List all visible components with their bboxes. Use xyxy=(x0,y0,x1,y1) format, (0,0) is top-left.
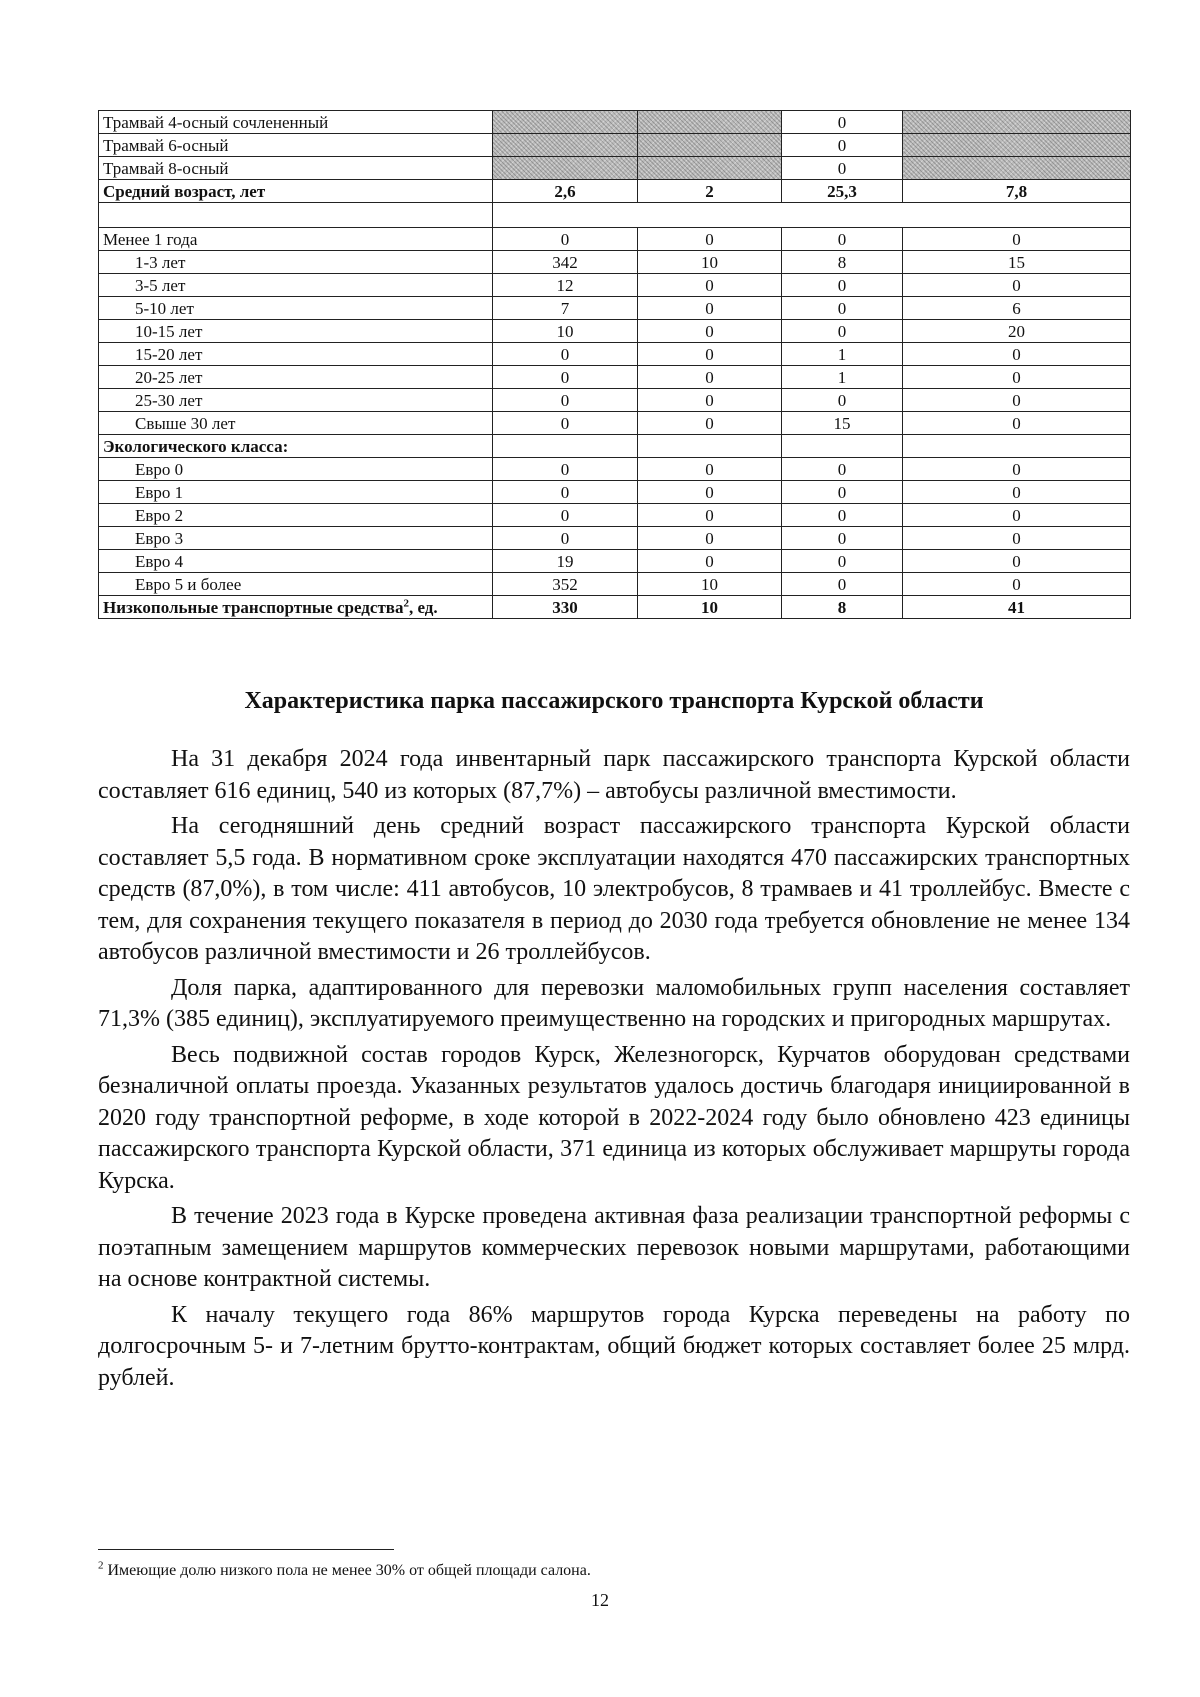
table-cell: 6 xyxy=(903,297,1131,320)
table-row xyxy=(99,366,1131,389)
table-cell: 0 xyxy=(638,274,782,297)
table-row xyxy=(99,203,1131,228)
table-cell: 0 xyxy=(638,320,782,343)
table-cell xyxy=(903,435,1131,458)
body-text xyxy=(98,744,1130,1398)
table-cell: 0 xyxy=(782,297,903,320)
table-cell xyxy=(493,435,638,458)
table-cell: 0 xyxy=(493,504,638,527)
table-cell: 0 xyxy=(493,481,638,504)
table-cell: 0 xyxy=(638,297,782,320)
row-label: Евро 0 xyxy=(99,458,493,481)
table-cell: 0 xyxy=(903,527,1131,550)
table-cell: 0 xyxy=(903,412,1131,435)
paragraph: К началу текущего года 86% маршрутов города Курска переведены на работу по долгосрочным 5- и 7-летним брутто-контрактам, общий бюджет которых составляет более 25 млрд. рублей. xyxy=(98,1301,1130,1391)
table-row xyxy=(99,180,1131,203)
table-cell: 7 xyxy=(493,297,638,320)
paragraph: Доля парка, адаптированного для перевозки маломобильных групп населения составляет 71,3% (385 единиц), эксплуатируемого преимущественно на городских и пригородных маршрутах. xyxy=(98,974,1130,1032)
table-cell: 0 xyxy=(782,504,903,527)
row-label: Трамвай 6-осный xyxy=(99,134,493,157)
paragraph: Весь подвижной состав городов Курск, Железногорск, Курчатов оборудован средствами безналичной оплаты проезда. Указанных результатов удалось достичь благодаря инициированной в 2020 году транспортной реформе, в ходе которой в 2022-2024 году было обновлено 423 единицы пассажирского транспорта Курской области, 371 единица из которых обслуживает маршруты города Курска. xyxy=(98,1041,1130,1194)
table-cell: 0 xyxy=(638,343,782,366)
row-label: 20-25 лет xyxy=(99,366,493,389)
table-row xyxy=(99,596,1131,619)
table-cell: 0 xyxy=(638,228,782,251)
table-cell: 0 xyxy=(782,111,903,134)
spacer-cell xyxy=(493,203,1131,228)
table-row xyxy=(99,320,1131,343)
row-label: 25-30 лет xyxy=(99,389,493,412)
table-cell: 0 xyxy=(493,389,638,412)
table-cell xyxy=(638,134,782,157)
table-cell: 10 xyxy=(638,596,782,619)
paragraph: На сегодняшний день средний возраст пассажирского транспорта Курской области составляет 5,5 года. В нормативном сроке эксплуатации находятся 470 пассажирских транспортных средств (87,0%), в том числе: 411 автобусов, 10 электробусов, 8 трамваев и 41 троллейбус. Вместе с тем, для сохранения текущего показателя в период до 2030 года требуется обновление не менее 134 автобусов различной вместимости и 26 троллейбусов. xyxy=(98,813,1130,965)
table-row xyxy=(99,389,1131,412)
table-cell: 15 xyxy=(903,251,1131,274)
table-cell: 0 xyxy=(493,343,638,366)
row-label: Евро 5 и более xyxy=(99,573,493,596)
table-cell: 0 xyxy=(903,228,1131,251)
table-row xyxy=(99,111,1131,134)
table-cell: 0 xyxy=(782,458,903,481)
table-row xyxy=(99,134,1131,157)
table-cell xyxy=(903,157,1131,180)
footnote-mark: 2 xyxy=(98,1559,104,1572)
table-cell: 0 xyxy=(782,550,903,573)
table-cell xyxy=(903,111,1131,134)
row-label: 5-10 лет xyxy=(99,297,493,320)
table-cell: 0 xyxy=(493,228,638,251)
table-cell xyxy=(782,435,903,458)
table-row xyxy=(99,251,1131,274)
table-cell: 0 xyxy=(903,458,1131,481)
table-cell: 0 xyxy=(782,228,903,251)
table-row xyxy=(99,435,1131,458)
paragraph: В течение 2023 года в Курске проведена активная фаза реализации транспортной реформы с поэтапным замещением маршрутов коммерческих перевозок новыми маршрутами, работающими на основе контрактной системы. xyxy=(98,1203,1130,1292)
table-row xyxy=(99,504,1131,527)
table-cell xyxy=(638,111,782,134)
table-cell: 0 xyxy=(638,504,782,527)
row-label: Трамвай 4-осный сочлененный xyxy=(99,111,493,134)
table-cell: 330 xyxy=(493,596,638,619)
table-cell: 0 xyxy=(903,504,1131,527)
row-label: Евро 4 xyxy=(99,550,493,573)
row-label: 3-5 лет xyxy=(99,274,493,297)
table-cell: 0 xyxy=(638,550,782,573)
table-cell: 7,8 xyxy=(903,180,1131,203)
table-cell: 0 xyxy=(782,481,903,504)
table-cell: 0 xyxy=(903,550,1131,573)
table-cell: 0 xyxy=(782,389,903,412)
footnote-text: Имеющие долю низкого пола не менее 30% от общей площади салона. xyxy=(103,1562,591,1579)
table-cell: 0 xyxy=(903,343,1131,366)
table-cell: 352 xyxy=(493,573,638,596)
paragraph: На 31 декабря 2024 года инвентарный парк пассажирского транспорта Курской области составляет 616 единиц, 540 из которых (87,7%) – автобусы различной вместимости. xyxy=(98,746,1130,804)
table-row xyxy=(99,527,1131,550)
row-label: Трамвай 8-осный xyxy=(99,157,493,180)
table-cell: 20 xyxy=(903,320,1131,343)
row-label: Низкопольные транспортные средства$^2$, ед. xyxy=(99,596,493,619)
row-label: Экологического класса: xyxy=(99,435,493,458)
table-cell: 0 xyxy=(903,389,1131,412)
table-cell: 0 xyxy=(493,527,638,550)
table-row xyxy=(99,458,1131,481)
row-label: Евро 3 xyxy=(99,527,493,550)
row-label: 10-15 лет xyxy=(99,320,493,343)
row-label: Менее 1 года xyxy=(99,228,493,251)
table-cell: 0 xyxy=(782,134,903,157)
table-row xyxy=(99,297,1131,320)
table-cell: 2,6 xyxy=(493,180,638,203)
table-row xyxy=(99,343,1131,366)
table-cell: 10 xyxy=(493,320,638,343)
row-label: 15-20 лет xyxy=(99,343,493,366)
table-row xyxy=(99,573,1131,596)
footnote xyxy=(98,1559,1130,1580)
table-cell xyxy=(903,134,1131,157)
table-cell: 0 xyxy=(782,573,903,596)
table-cell: 10 xyxy=(638,573,782,596)
table-cell: 0 xyxy=(638,527,782,550)
table-cell: 0 xyxy=(903,573,1131,596)
table-cell xyxy=(638,157,782,180)
table-cell: 0 xyxy=(493,366,638,389)
table-cell: 12 xyxy=(493,274,638,297)
row-label: 1-3 лет xyxy=(99,251,493,274)
table-cell: 0 xyxy=(782,274,903,297)
table-cell: 8 xyxy=(782,251,903,274)
table-row xyxy=(99,550,1131,573)
table-cell: 1 xyxy=(782,366,903,389)
table-cell: 0 xyxy=(782,157,903,180)
fleet-table xyxy=(98,110,1131,619)
table-cell: 15 xyxy=(782,412,903,435)
table-row xyxy=(99,412,1131,435)
table-cell: 2 xyxy=(638,180,782,203)
table-cell: 0 xyxy=(782,320,903,343)
row-label: Евро 2 xyxy=(99,504,493,527)
table-cell: 342 xyxy=(493,251,638,274)
table-cell: 0 xyxy=(638,412,782,435)
table-cell: 0 xyxy=(903,274,1131,297)
table-cell xyxy=(493,111,638,134)
table-cell: 19 xyxy=(493,550,638,573)
footnote-divider xyxy=(98,1549,394,1550)
table-cell xyxy=(638,435,782,458)
table-row xyxy=(99,274,1131,297)
row-label xyxy=(99,203,493,228)
table-cell: 0 xyxy=(782,527,903,550)
table-cell: 0 xyxy=(638,389,782,412)
table-cell: 0 xyxy=(638,481,782,504)
table-cell xyxy=(493,134,638,157)
table-row xyxy=(99,228,1131,251)
table-cell: 0 xyxy=(638,458,782,481)
table-cell: 1 xyxy=(782,343,903,366)
table-cell: 25,3 xyxy=(782,180,903,203)
table-cell: 0 xyxy=(493,412,638,435)
row-label: Средний возраст, лет xyxy=(99,180,493,203)
table-cell: 0 xyxy=(638,366,782,389)
page-number: 12 xyxy=(591,1590,609,1610)
table-cell: 41 xyxy=(903,596,1131,619)
section-heading: Характеристика парка пассажирского транспорта Курской области xyxy=(244,688,984,714)
table-row xyxy=(99,157,1131,180)
row-label: Евро 1 xyxy=(99,481,493,504)
table-cell: 0 xyxy=(903,366,1131,389)
table-cell: 0 xyxy=(903,481,1131,504)
table-cell: 10 xyxy=(638,251,782,274)
table-cell: 8 xyxy=(782,596,903,619)
table-cell: 0 xyxy=(493,458,638,481)
table-cell xyxy=(493,157,638,180)
table-row xyxy=(99,481,1131,504)
row-label: Свыше 30 лет xyxy=(99,412,493,435)
